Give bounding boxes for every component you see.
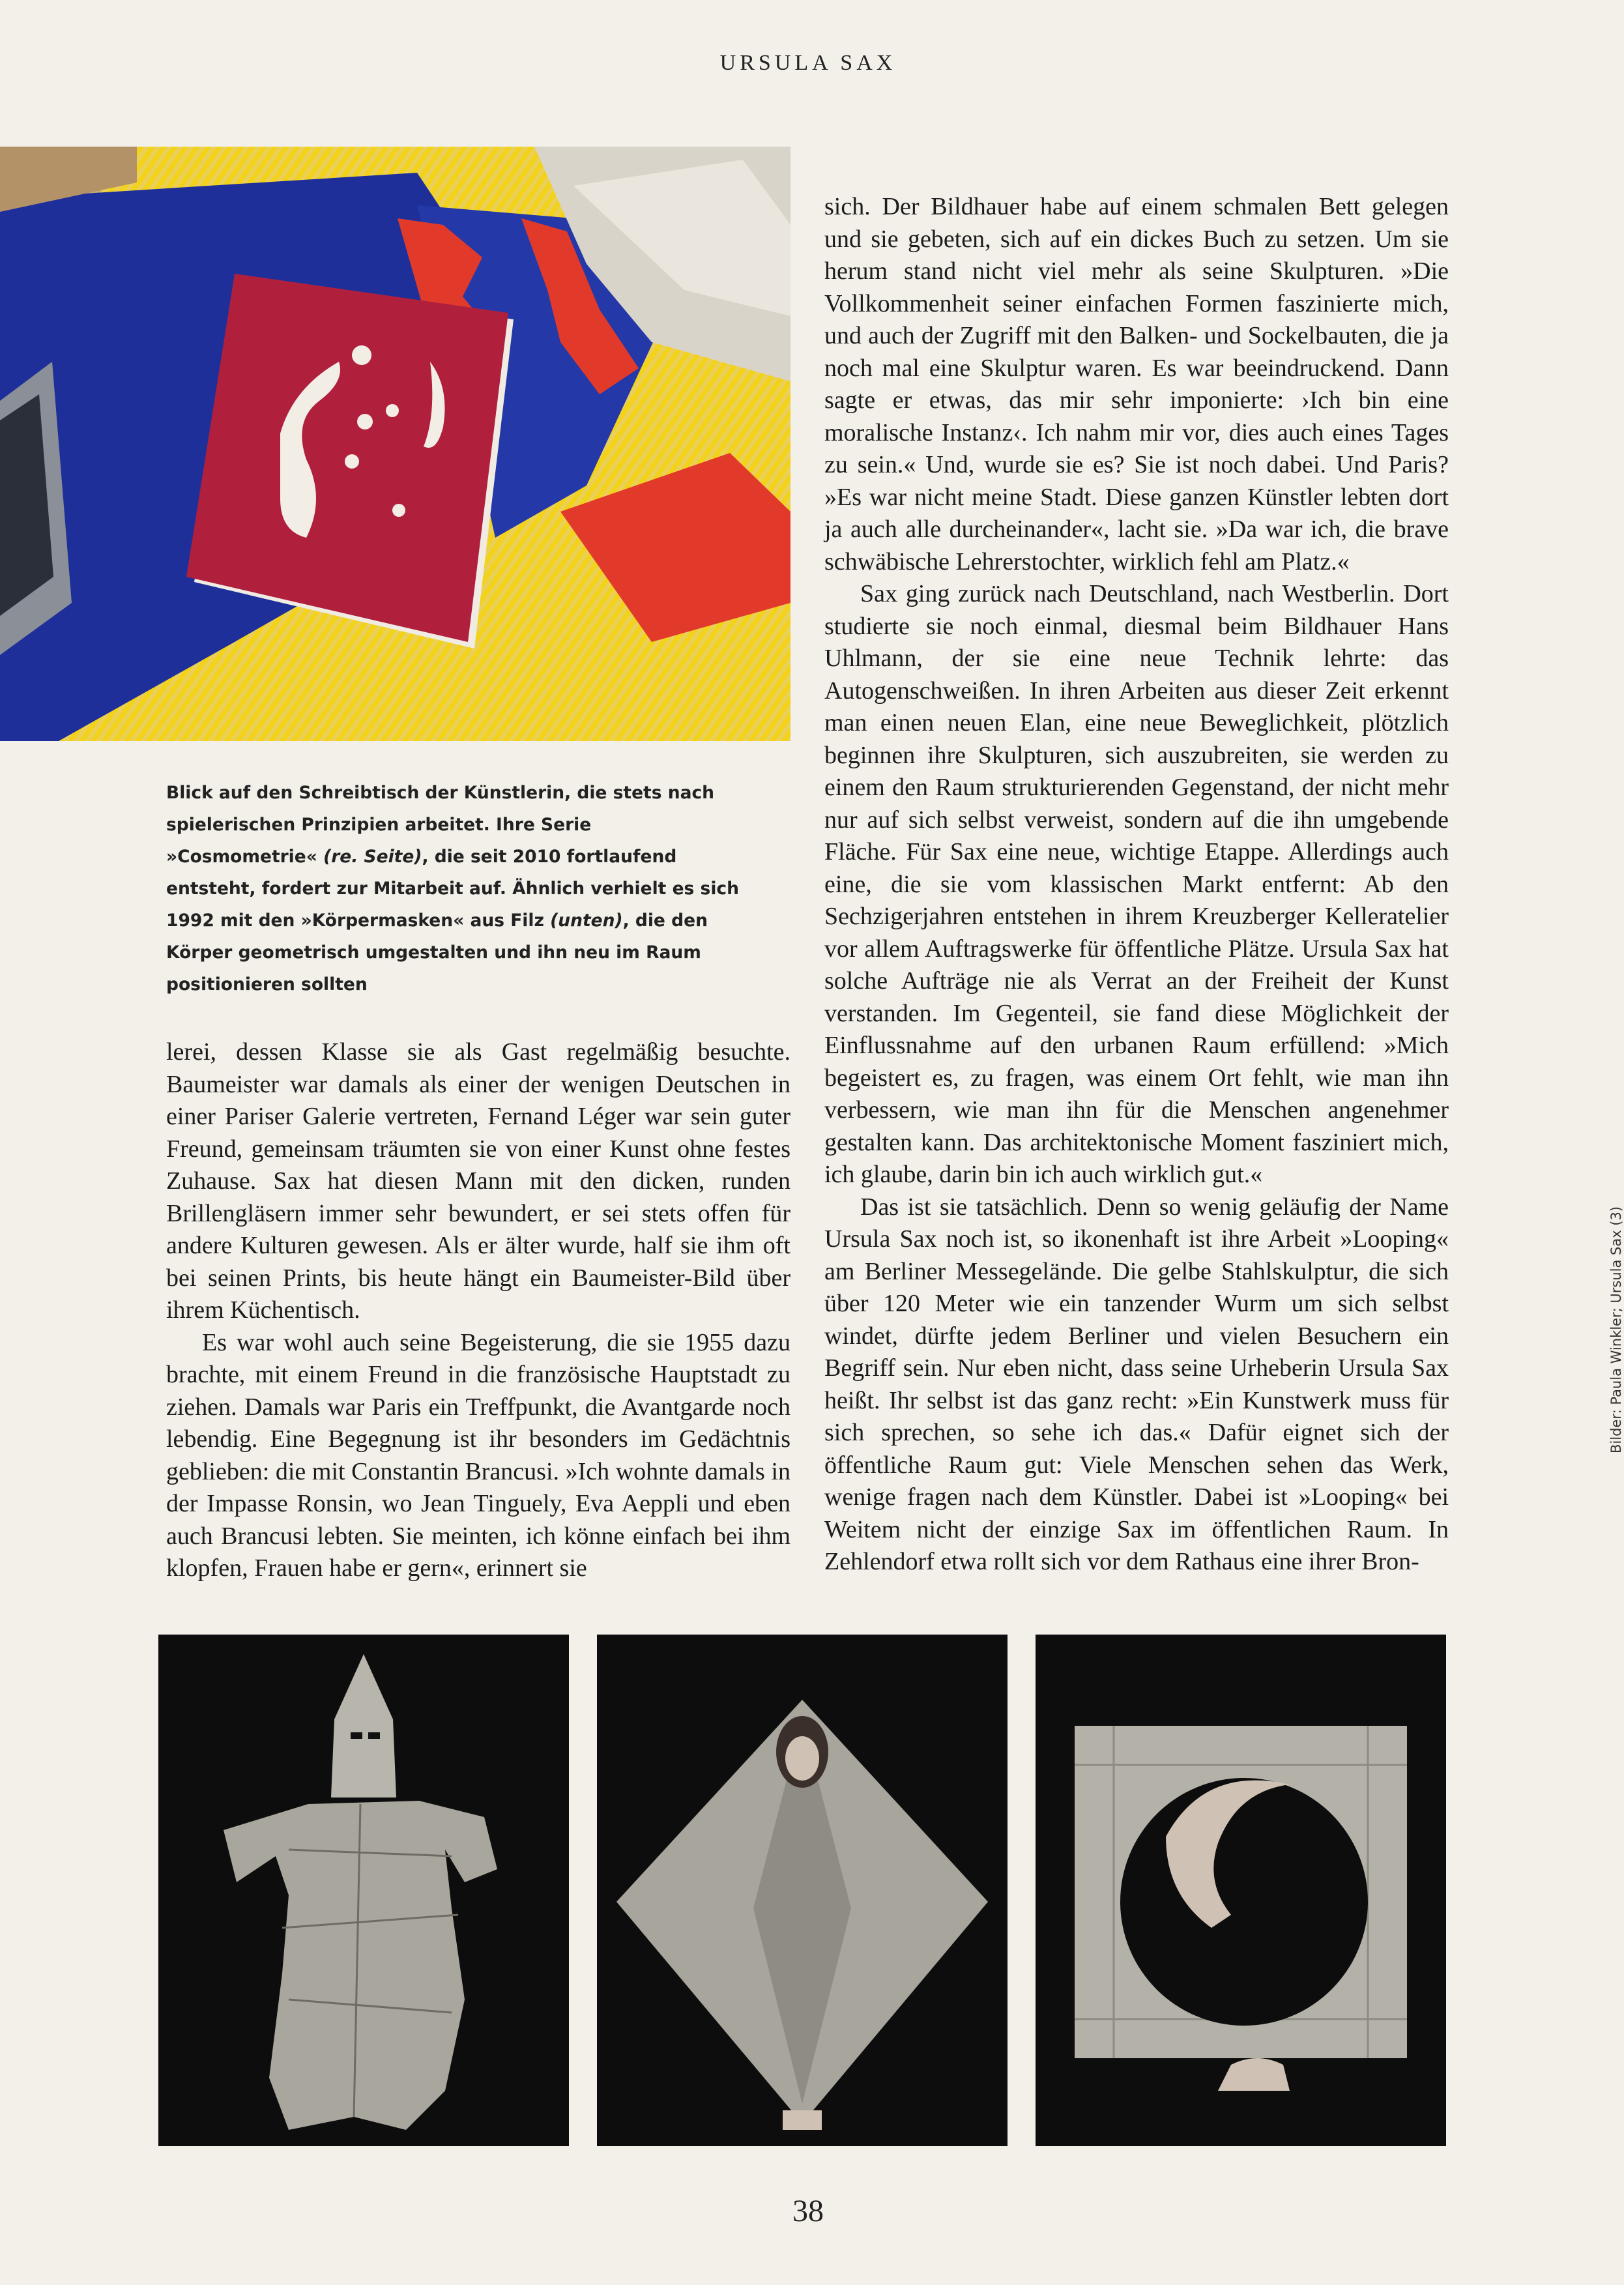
body-mask-photo-3 xyxy=(1036,1635,1446,2146)
desk-photo-image xyxy=(0,147,790,741)
body-mask-photo-1 xyxy=(158,1635,569,2146)
photo-caption xyxy=(166,777,740,1000)
article-paragraph: lerei, dessen Klasse sie als Gast regelmäßig besuchte. Baumeister war damals als einer der wenigen Deutschen in einer Pariser Galerie vertreten, Fernand Léger war sein guter Freund, gemeinsam träumten sie von einer Kunst ohne festes Zuhause. Sax hat diesen Mann mit den dicken, runden Brillengläsern immer sehr bewundert, er sei stets offen für andere Kulturen gewesen. Als er älter wurde, half sie ihm oft bei seinen Prints, bis heute hängt ein Baumeister-Bild über ihrem Küchentisch. xyxy=(166,1038,790,1324)
article-paragraph: Das ist sie tatsächlich. Denn so wenig geläufig der Name Ursula Sax noch ist, so ikonenhaft ist ihre Arbeit »Looping« am Berliner Messegelände. Die gelbe Stahlskulptur, die sich über 120 Meter wie ein tanzender Wurm um sich selbst windet, dürfte jedem Berliner und vielen Besuchern ein Begriff sein. Nur eben nicht, dass seine Urheberin Ursula Sax heißt. Ihr selbst ist das ganz recht: »Ein Kunstwerk muss für sich sprechen, so sehe ich das.« Dafür eignet sich der öffentliche Raum gut: Viele Menschen sehen das Werk, wenige fragen nach dem Künstler. Dabei ist »Looping« bei Weitem nicht der einzige Sax im öffentlichen Raum. In Zehlendorf etwa rollt sich vor dem Rathaus eine ihrer Bron- xyxy=(824,1193,1449,1575)
caption-text-a: Blick auf den Schreibtisch der Künstlerin, die stets nach spielerischen Prinzipien arbeitet. Ihre Serie »Cosmometrie« xyxy=(166,783,715,867)
desk-photo xyxy=(0,147,790,741)
caption-text-c: , die den Körper geometrisch umgestalten und ihn neu im Raum positionieren sollten xyxy=(166,910,708,995)
article-paragraph: sich. Der Bildhauer habe auf einem schmalen Bett gelegen und sie gebeten, sich auf ein dickes Buch zu setzen. Um sie herum stand nicht viel mehr als seine Skulpturen. »Die Vollkommenheit seiner einfachen Formen faszinierte mich, und auch der Zugriff mit den Balken- und Sockelbauten, die ja noch mal eine Skulptur waren. Es war beeindruckend. Dann sagte er etwas, das mir sehr imponierte: ›Ich bin eine moralische Instanz‹. Ich nahm mir vor, dies auch eines Tages zu sein.« Und, wurde sie es? Sie ist noch dabei. Und Paris? »Es war nicht meine Stadt. Diese ganzen Künstler lebten dort ja auch alle durcheinander«, lacht sie. »Da war ich, die brave schwäbische Lehrerstochter, wirklich fehl am Platz.« xyxy=(824,193,1449,575)
caption-ref-b: (unten) xyxy=(550,910,623,931)
article-column-left xyxy=(166,1036,790,1585)
article-column-right xyxy=(824,191,1449,1579)
article-paragraph: Es war wohl auch seine Begeisterung, die sie 1955 dazu brachte, mit einem Freund in die französische Hauptstadt zu ziehen. Damals war Paris ein Treffpunkt, die Avantgarde noch lebendig. Eine Begegnung ist ihr besonders im Gedächtnis geblieben: die mit Constantin Brancusi. »Ich wohnte damals in der Impasse Ronsin, wo Jean Tinguely, Eva Aeppli und eben auch Brancusi lebten. Sie meinten, ich könne einfach bei ihm klopfen, Frauen habe er gern«, erinnert sie xyxy=(166,1328,790,1582)
body-mask-image-1 xyxy=(158,1635,569,2146)
photo-credit: Bilder: Paula Winkler; Ursula Sax (3) xyxy=(1608,1206,1624,1453)
photo-caption-text xyxy=(166,777,740,1000)
running-head: URSULA SAX xyxy=(719,51,897,75)
page-number: 38 xyxy=(792,2194,824,2228)
article-paragraph: Sax ging zurück nach Deutschland, nach Westberlin. Dort studierte sie noch einmal, diesmal beim Bildhauer Hans Uhlmann, der sie eine neue Technik lehrte: das Autogenschweißen. In ihren Arbeiten aus dieser Zeit erkennt man einen neuen Elan, eine neue Beweglichkeit, plötzlich beginnen ihre Skulpturen, sich auszubreiten, sie werden zu einem den Raum strukturierenden Gegenstand, der nicht mehr nur auf sich selbst verweist, sondern auf die ihn umgebende Fläche. Für Sax eine neue, wichtige Etappe. Allerdings auch eine, die sie vom klassischen Markt entfernt: Ab den Sechzigerjahren entstehen in ihrem Kreuzberger Kelleratelier vor allem Auftragswerke für öffentliche Plätze. Ursula Sax hat solche Aufträge nie als Verrat an der Freiheit der Kunst verstanden. Im Gegenteil, sie fand diese Möglichkeit der Einflussnahme auf den urbanen Raum erfüllend: »Mich begeistert es, zu fragen, was einem Ort fehlt, wie man ihn verbessern, wie man ihn für die Menschen angenehmer gestalten kann. Das architektonische Moment fasziniert mich, ich glaube, darin bin ich auch wirklich gut.« xyxy=(824,580,1449,1188)
caption-ref-a: (re. Seite) xyxy=(323,847,422,867)
body-mask-image-2 xyxy=(597,1635,1008,2146)
caption-text-b: , die seit 2010 fortlaufend entsteht, fordert zur Mitarbeit auf. Ähnlich verhielt es sich 1992 mit den »Körpermasken« aus Filz xyxy=(166,847,739,931)
body-mask-photo-2 xyxy=(597,1635,1008,2146)
body-mask-image-3 xyxy=(1036,1635,1446,2146)
